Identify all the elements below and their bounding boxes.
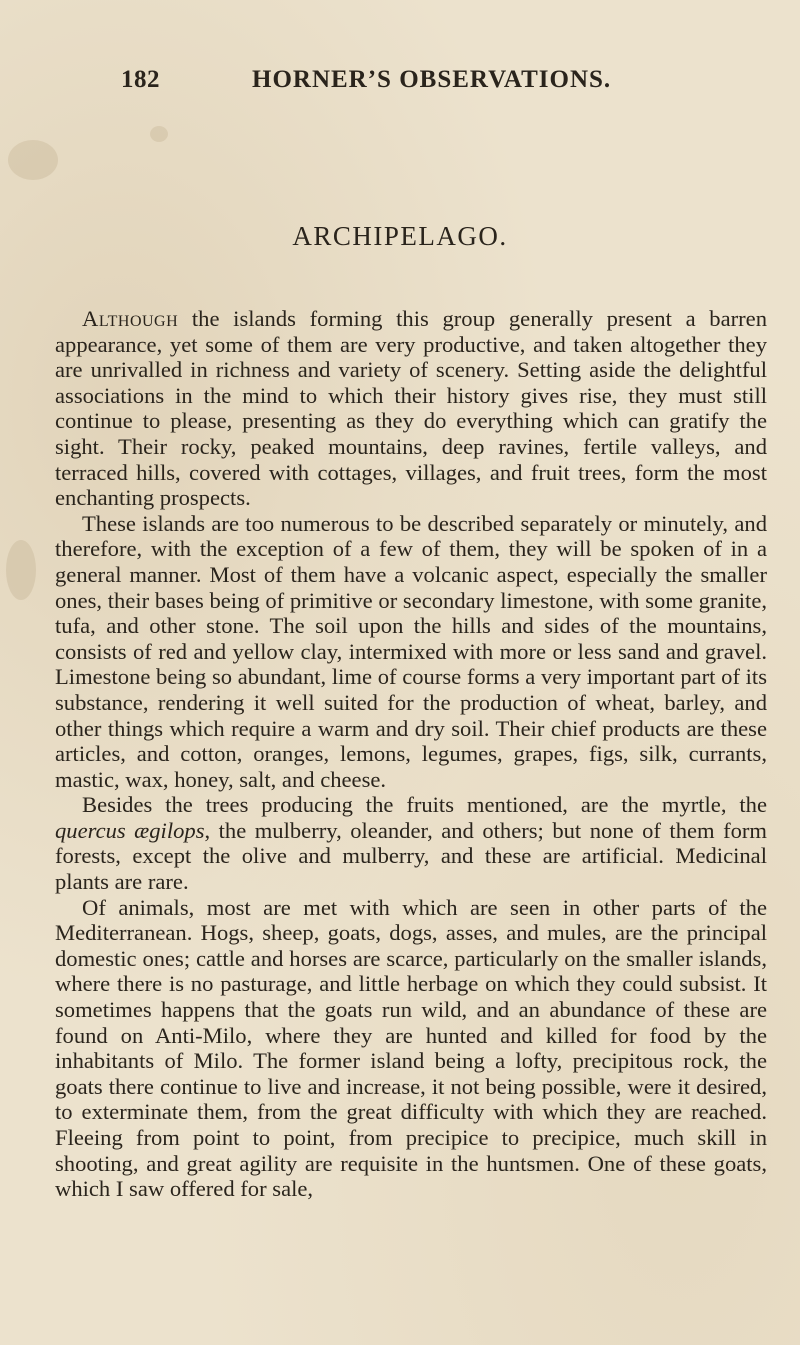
paragraph: [55, 895, 767, 1202]
body-text: [55, 306, 767, 1202]
paper-stain: [150, 126, 168, 142]
paragraph-text: , the mulberry, oleander, and others; but none of them form forests, except the olive and mulberry, and these are artificial. Medicinal plants are rare.: [55, 817, 767, 895]
paragraph-text: Of animals, most are met with which are seen in other parts of the Mediterranean. Hogs, sheep, goats, dogs, asses, and mules, are the principal domestic ones; cattle and horses are scarce, particularly on the smaller islands, where there is no pasturage, and little herbage on which they could subsist. It sometimes happens that the goats run wild, and an abundance of these are found on Anti-Milo, where they are hunted and killed for food by the inhabitants of Milo. The former island being a lofty, precipitous rock, the goats there continue to live and increase, it not being possible, were it desired, to exterminate them, from the great difficulty with which they are reached. Fleeing from point to point, from precipice to precipice, much skill in shooting, and great agility are requisite in the huntsmen. One of these goats, which I saw offered for sale,: [55, 894, 767, 1202]
paragraph-text: Besides the trees producing the fruits mentioned, are the myrtle, the: [82, 792, 767, 818]
paragraph: [55, 511, 767, 793]
paragraph-text: These islands are too numerous to be described separately or minutely, and therefore, with the exception of a few of them, they will be spoken of in a general manner. Most of them have a volcanic aspect, especially the smaller ones, their bases being of primitive or secondary limestone, with some granite, tufa, and other stone. The soil upon the hills and sides of the mountains, consists of red and yellow clay, intermixed with more or less sand and gravel. Limestone being so abundant, lime of course forms a very important part of its substance, rendering it well suited for the production of wheat, barley, and other things which require a warm and dry soil. Their chief products are these articles, and cotton, oranges, lemons, legumes, grapes, figs, silk, currants, mastic, wax, honey, salt, and cheese.: [55, 510, 767, 792]
paper-stain: [6, 540, 36, 600]
paragraph: [55, 792, 767, 894]
paragraph-text: the islands forming this group generally present a barren appearance, yet some of them are very productive, and taken altogether they are unrivalled in richness and variety of scenery. Setting aside the delightful associations in the mind to which their history gives rise, they must still continue to please, presenting as they do everything which can gratify the sight. Their rocky, peaked mountains, deep ravines, fertile valleys, and terraced hills, covered with cottages, villages, and fruit trees, form the most enchanting prospects.: [55, 306, 767, 511]
paragraph: [55, 306, 767, 511]
page-header: [121, 66, 681, 106]
section-title: ARCHIPELAGO.: [292, 221, 508, 251]
running-head: HORNER’S OBSERVATIONS.: [252, 66, 612, 93]
paper-stain: [8, 140, 58, 180]
paragraph-italic-term: quercus ægilops: [55, 817, 205, 843]
paragraph-lead-word: Although: [82, 306, 179, 331]
page-number: 182: [121, 66, 160, 93]
